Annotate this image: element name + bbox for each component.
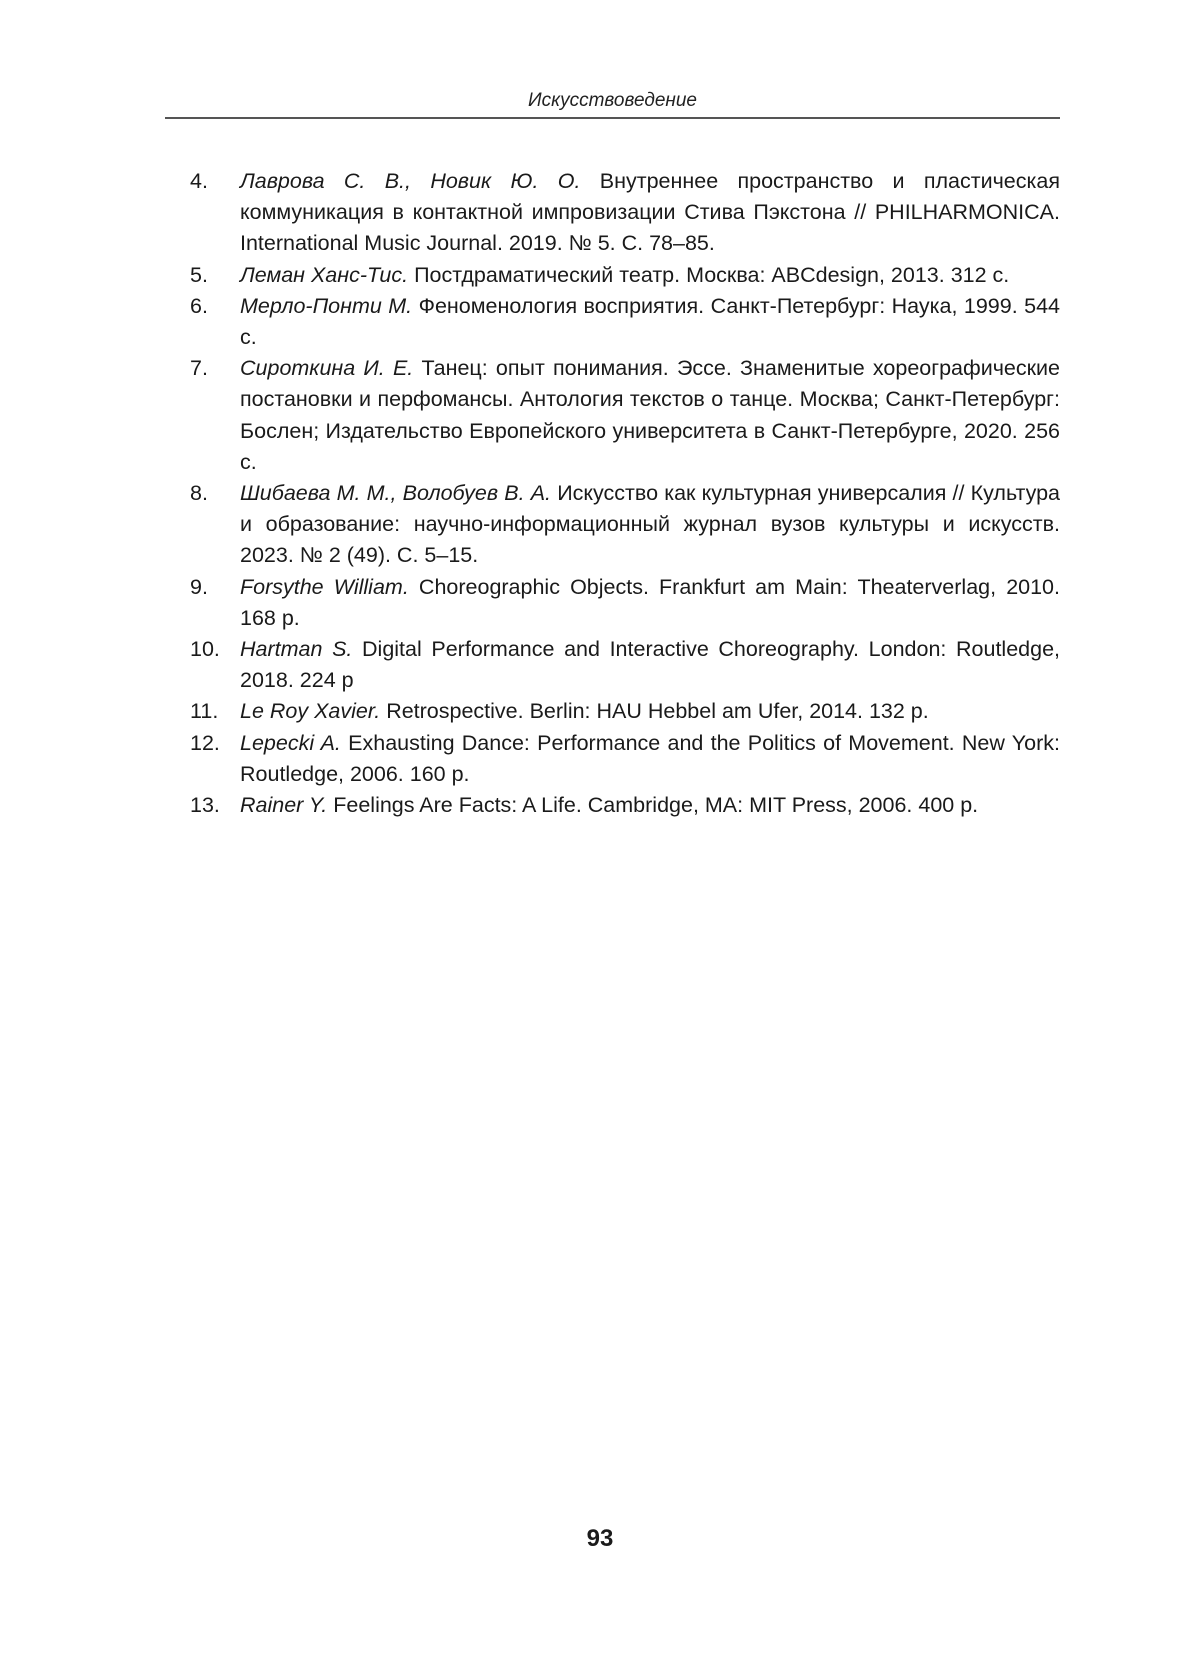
header-rule xyxy=(165,117,1060,119)
reference-author: Le Roy Xavier. xyxy=(240,699,381,724)
reference-item xyxy=(190,260,1060,291)
reference-text: Танец: опыт понимания. Эссе. Знаменитые хореографические постановки и перфомансы. Антология текстов о танце. Москва; Санкт-Петербург: Бослен; Издательство Европейского университета в Санкт-Петербурге, 2020. 256 с. xyxy=(240,356,1060,474)
reference-item xyxy=(190,291,1060,353)
reference-number: 5. xyxy=(190,262,208,287)
reference-author: Hartman S. xyxy=(240,637,353,662)
reference-text: Digital Performance and Interactive Choreography. London: Routledge, 2018. 224 p xyxy=(240,637,1060,693)
reference-number: 11. xyxy=(190,699,219,724)
reference-item xyxy=(190,353,1060,478)
reference-text: Choreographic Objects. Frankfurt am Main: Theaterverlag, 2010. 168 p. xyxy=(240,574,1060,630)
reference-number: 12. xyxy=(190,730,220,755)
reference-author: Lepecki A. xyxy=(240,730,341,755)
reference-author: Rainer Y. xyxy=(240,793,328,818)
reference-item xyxy=(190,166,1060,260)
reference-text: Постдраматический театр. Москва: ABCdesign, 2013. 312 с. xyxy=(408,262,1010,287)
reference-text: Exhausting Dance: Performance and the Politics of Movement. New York: Routledge, 2006. 160 p. xyxy=(240,730,1060,786)
page-number: 93 xyxy=(586,1525,614,1552)
reference-item xyxy=(190,634,1060,696)
reference-number: 10. xyxy=(190,637,220,662)
reference-author: Forsythe William. xyxy=(240,574,409,599)
reference-number: 8. xyxy=(190,481,208,506)
reference-text: Искусство как культурная универсалия // Культура и образование: научно-информационный журнал вузов культуры и искусств. 2023. № 2 (49). С. 5–15. xyxy=(240,481,1061,568)
reference-author: Леман Ханс-Тис. xyxy=(240,262,409,287)
reference-text: Retrospective. Berlin: HAU Hebbel am Ufer, 2014. 132 p. xyxy=(380,699,929,724)
reference-author: Шибаева М. М., Волобуев В. А. xyxy=(240,481,552,506)
reference-number: 7. xyxy=(190,356,208,381)
reference-number: 6. xyxy=(190,293,208,318)
reference-item xyxy=(190,728,1060,790)
reference-text: Feelings Are Facts: A Life. Cambridge, MA: MIT Press, 2006. 400 p. xyxy=(327,793,979,818)
reference-text: Внутреннее пространство и пластическая коммуникация в контактной импровизации Стива Пэкстона // PHILHARMONICA. International Music Journal. 2019. № 5. С. 78–85. xyxy=(240,169,1060,256)
reference-number: 9. xyxy=(190,574,208,599)
reference-item xyxy=(190,478,1060,572)
reference-list xyxy=(190,166,1060,821)
reference-author: Лаврова С. В., Новик Ю. О. xyxy=(240,169,581,193)
reference-number: 4. xyxy=(190,169,208,193)
reference-text: Феноменология восприятия. Санкт-Петербург: Наука, 1999. 544 с. xyxy=(240,293,1061,350)
reference-item xyxy=(190,790,1060,821)
reference-author: Сироткина И. Е. xyxy=(240,356,414,381)
reference-number: 13. xyxy=(190,793,220,818)
reference-item xyxy=(190,696,1060,727)
reference-author: Мерло-Понти М. xyxy=(240,293,413,318)
reference-item xyxy=(190,572,1060,634)
running-header: Искусствоведение xyxy=(528,90,697,111)
